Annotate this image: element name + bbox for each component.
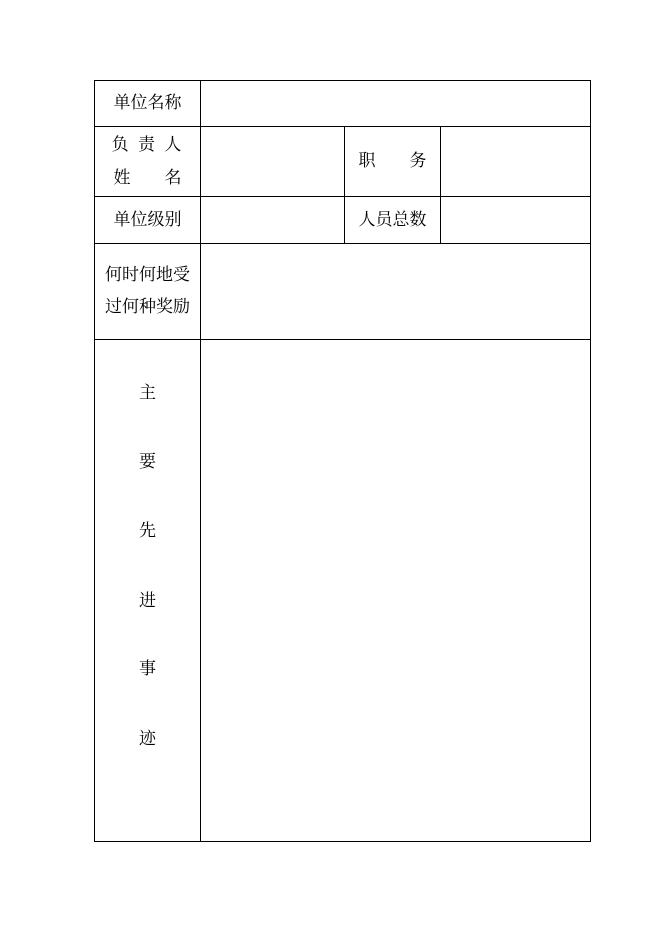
table-border-right bbox=[590, 80, 591, 842]
staff-total-label bbox=[345, 197, 440, 243]
table-border-bottom bbox=[94, 841, 591, 842]
award-registration-form bbox=[94, 80, 591, 842]
main-deeds-label bbox=[95, 340, 200, 841]
leader-name-label bbox=[95, 127, 200, 196]
unit-name-label-text: 单位名称 bbox=[113, 93, 182, 113]
unit-name-field[interactable] bbox=[201, 81, 590, 126]
deeds-char-1: 主 bbox=[139, 382, 156, 403]
unit-level-label bbox=[95, 197, 200, 243]
unit-level-label-text: 单位级别 bbox=[113, 209, 182, 230]
deeds-char-5: 事 bbox=[139, 658, 156, 679]
staff-total-field[interactable] bbox=[441, 197, 590, 243]
position-label-text: 职 务 bbox=[358, 151, 427, 171]
position-label bbox=[345, 127, 440, 196]
deeds-char-4: 进 bbox=[139, 590, 156, 611]
deeds-char-3: 先 bbox=[139, 520, 156, 541]
awards-label-line1: 何时何地受 bbox=[105, 265, 190, 285]
awards-label-line2: 过何种奖励 bbox=[105, 297, 190, 317]
deeds-char-2: 要 bbox=[139, 451, 156, 472]
main-deeds-field[interactable] bbox=[201, 340, 590, 841]
unit-level-field[interactable] bbox=[201, 197, 344, 243]
awards-label bbox=[95, 244, 200, 339]
leader-label-line1: 负 责 人 bbox=[111, 134, 184, 155]
awards-field[interactable] bbox=[201, 244, 590, 339]
staff-total-label-text: 人员总数 bbox=[358, 209, 427, 230]
deeds-char-6: 迹 bbox=[139, 728, 156, 749]
unit-name-label bbox=[95, 81, 200, 126]
leader-name-field[interactable] bbox=[201, 127, 344, 196]
leader-label-line2: 姓 名 bbox=[113, 167, 182, 188]
position-field[interactable] bbox=[441, 127, 590, 196]
